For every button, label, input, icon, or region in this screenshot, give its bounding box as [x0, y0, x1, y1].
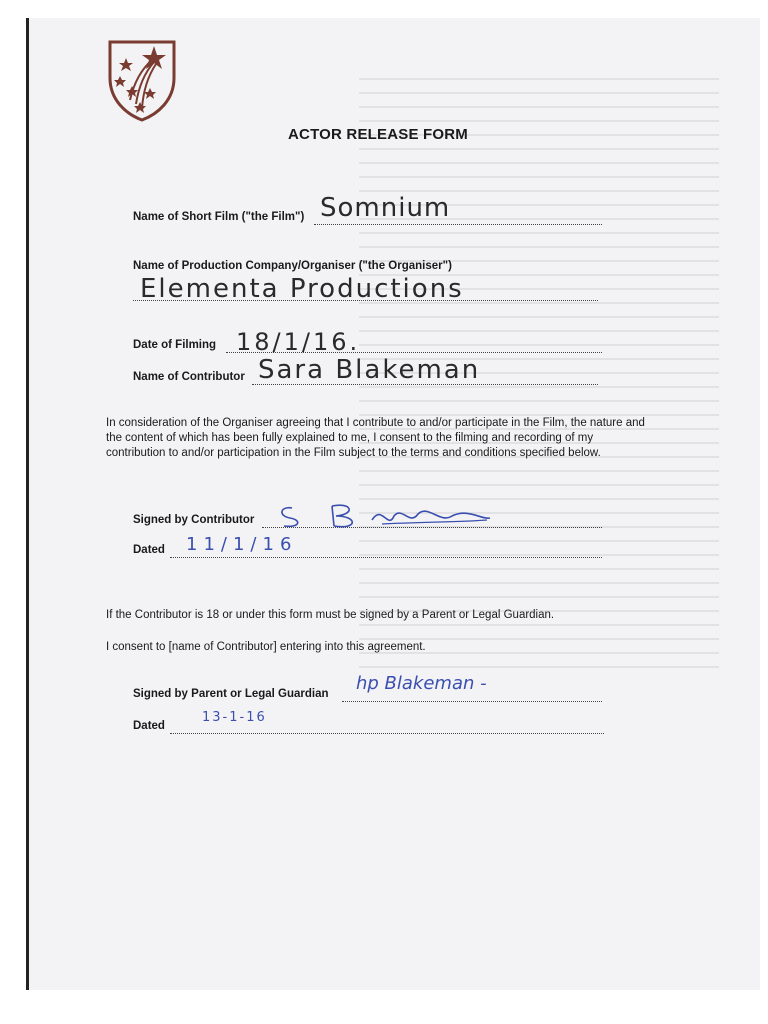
- contributor-signature[interactable]: [272, 500, 494, 532]
- guardian-note: If the Contributor is 18 or under this form must be signed by a Parent or Legal Guardian.: [106, 609, 555, 621]
- dated-label: Dated: [133, 544, 165, 556]
- contributor-value[interactable]: Sara Blakeman: [258, 355, 481, 385]
- company-label: Name of Production Company/Organiser ("the Organiser"): [133, 260, 452, 272]
- dated-line: [170, 557, 602, 558]
- film-name-value[interactable]: Somnium: [320, 193, 451, 223]
- signed-guardian-label: Signed by Parent or Legal Guardian: [133, 688, 329, 700]
- dated2-value[interactable]: 13-1-16: [202, 710, 267, 725]
- company-value[interactable]: Elementa Productions: [140, 274, 464, 304]
- consent-paragraph: In consideration of the Organiser agreeing that I contribute to and/or participate in the Film, the nature and the content of which has been fully explained to me, I consent to the filming and recording of my contribution to and/or participation in the Film subject to the terms and conditions specified below.: [106, 417, 645, 459]
- crest-logo: [106, 38, 178, 122]
- dated2-label: Dated: [133, 720, 165, 732]
- form-title: ACTOR RELEASE FORM: [288, 126, 468, 143]
- film-name-line: [314, 224, 602, 225]
- dated2-line: [170, 733, 604, 734]
- dated-value[interactable]: 11/1/16: [186, 534, 298, 555]
- contributor-label: Name of Contributor: [133, 371, 245, 383]
- film-name-label: Name of Short Film ("the Film"): [133, 211, 305, 223]
- date-filming-label: Date of Filming: [133, 339, 217, 351]
- signed-guardian-line: [342, 701, 602, 702]
- consent-note: I consent to [name of Contributor] entering into this agreement.: [106, 641, 426, 653]
- date-filming-value[interactable]: 18/1/16.: [236, 328, 361, 356]
- guardian-signature[interactable]: hp Blakeman -: [356, 673, 487, 694]
- signed-contributor-label: Signed by Contributor: [133, 514, 255, 526]
